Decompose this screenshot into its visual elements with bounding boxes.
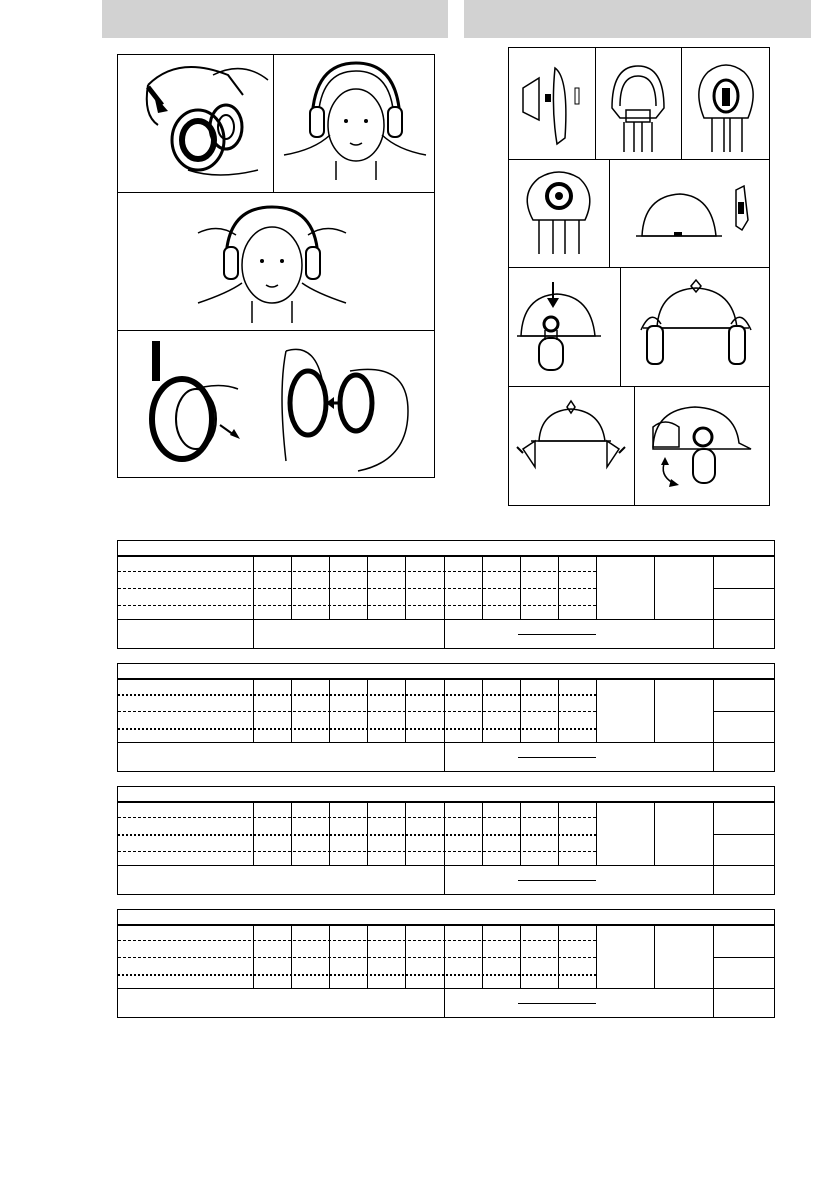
- table-row: [118, 957, 596, 958]
- fig-adapter-plate: [509, 160, 609, 267]
- attenuation-table: [117, 909, 775, 1018]
- attenuation-table: [117, 786, 775, 895]
- fig-helmet-front: [621, 268, 771, 386]
- fig-wearing-earmuff: [274, 55, 436, 192]
- table-row: [118, 571, 596, 572]
- fig-helmet-side: [610, 160, 771, 267]
- table-row: [118, 605, 596, 606]
- table-row: [118, 817, 596, 818]
- table-row: [118, 711, 596, 712]
- left-header-band: [102, 0, 448, 38]
- fig-headband-adjust: [118, 193, 436, 330]
- table-title: [118, 910, 774, 926]
- table-title: [118, 541, 774, 557]
- table-row: [118, 728, 596, 730]
- earmuff-instructions-panel: [117, 54, 435, 478]
- fig-cushion-replace: [118, 331, 436, 477]
- fig-adapter-slot: [682, 48, 771, 159]
- table-row: [118, 974, 596, 976]
- helmet-attachment-panel: [508, 47, 770, 506]
- table-row: [118, 940, 596, 941]
- table-row: [118, 588, 596, 589]
- table-title: [118, 664, 774, 680]
- fig-cushion-insert: [118, 55, 273, 192]
- fig-helmet-parked: [509, 387, 634, 506]
- fig-adapter-front: [596, 48, 681, 159]
- attenuation-table: [117, 540, 775, 649]
- attenuation-table: [117, 663, 775, 772]
- table-row: [118, 834, 596, 836]
- fig-helmet-insert: [509, 268, 620, 386]
- fig-helmet-rotate: [635, 387, 771, 506]
- table-row: [118, 851, 596, 852]
- right-header-band: [464, 0, 811, 38]
- table-row: [118, 694, 596, 696]
- fig-adapter-parts: [509, 48, 595, 159]
- table-title: [118, 787, 774, 803]
